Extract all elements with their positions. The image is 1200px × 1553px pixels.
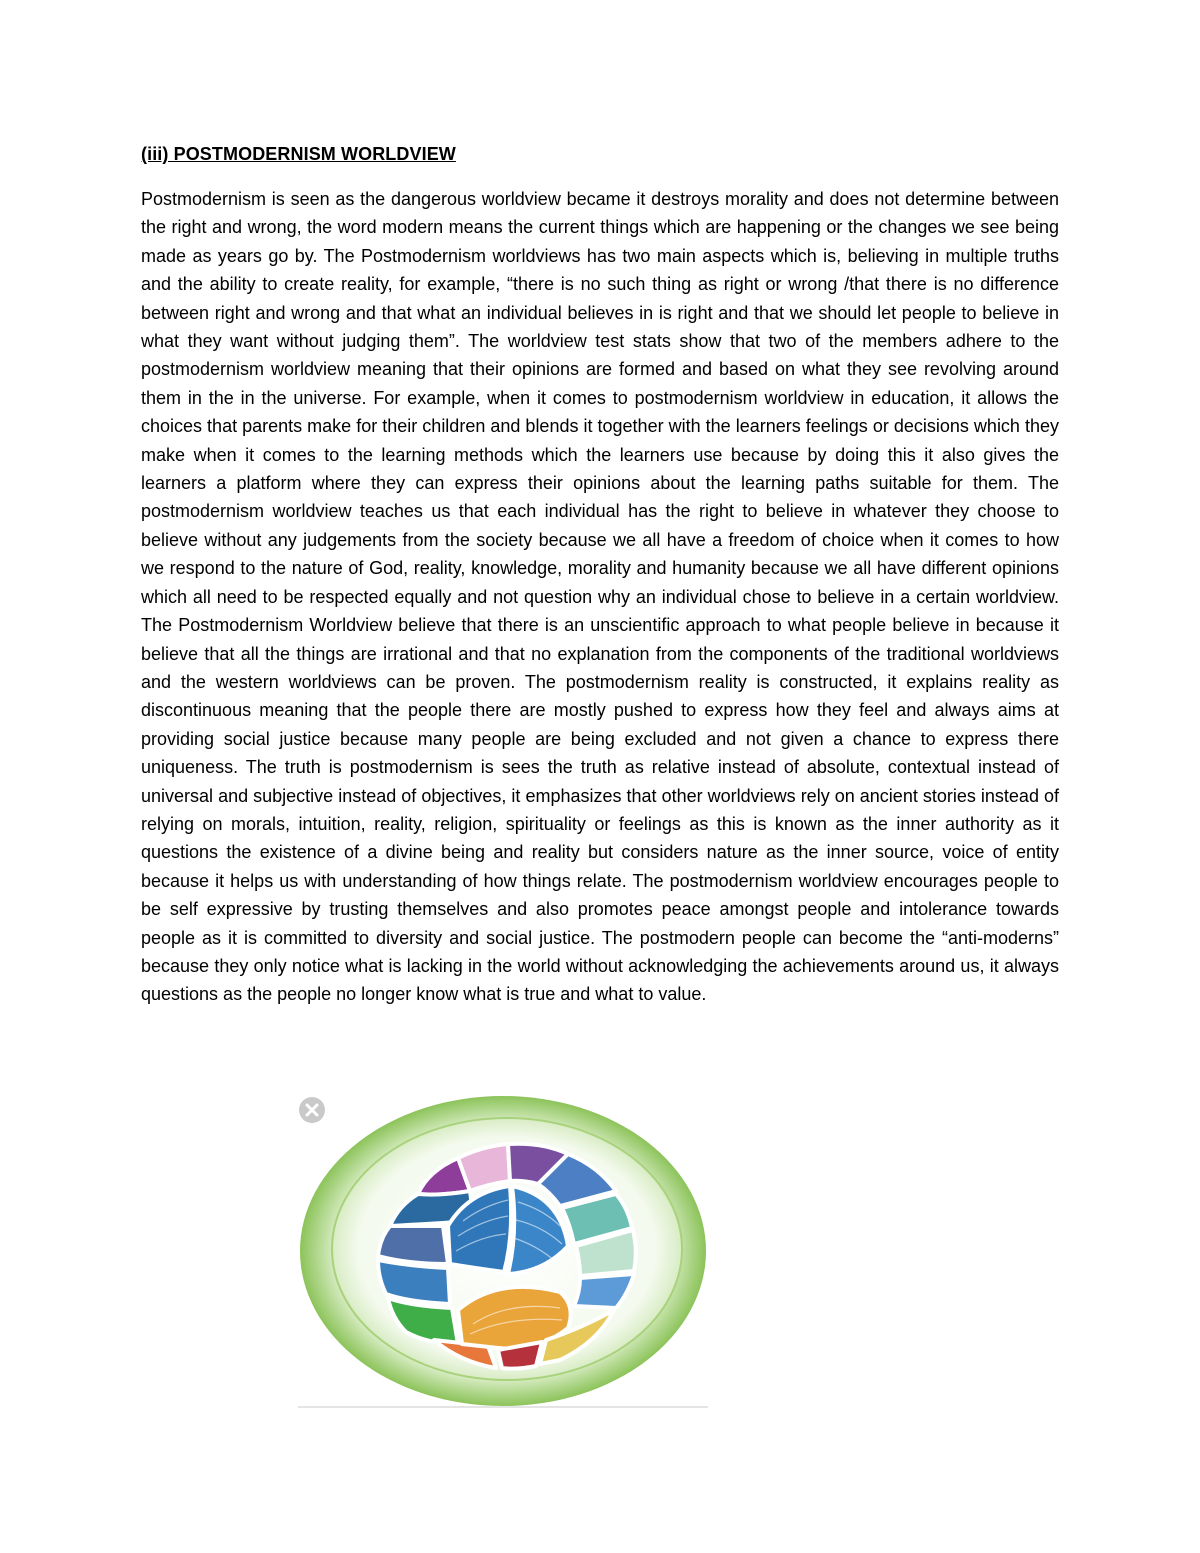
figure-bottom-border [298, 1406, 708, 1408]
segment-left-slate [378, 1226, 448, 1264]
worldview-logo-figure [298, 1096, 708, 1410]
body-paragraph: Postmodernism is seen as the dangerous worldview became it destroys morality and does not determine between the right and wrong, the word modern means the current things which are happening or the changes we see being made as years go by. The Postmodernism worldviews has two main aspects which is, believing in multiple truths and the ability to create reality, for example, “there is no such thing as right or wrong /that there is no difference between right and wrong and that what an individual believes in is right and that we should let people to believe in what they want without judging them”. The worldview test stats show that two of the members adhere to the postmodernism worldview meaning that their opinions are formed and based on what they see revolving around them in the in the universe. For example, when it comes to postmodernism worldview in education, it allows the choices that parents make for their children and blends it together with the learners feelings or decisions which they make when it comes to the learning methods which the learners use because by doing this it also gives the learners a platform where they can express their opinions about the learning paths suitable for them. The postmodernism worldview teaches us that each individual has the right to believe in whatever they choose to believe without any judgements from the society because we all have a freedom of choice when it comes to how we respond to the nature of God, reality, knowledge, morality and humanity because we all have different opinions which all need to be respected equally and not question why an individual chose to believe in a certain worldview. The Postmodernism Worldview believe that there is an unscientific approach to what people believe in because it believe that all the things are irrational and that no explanation from the components of the traditional worldviews and the western worldviews can be proven. The postmodernism reality is constructed, it explains reality as discontinuous meaning that the people there are mostly pushed to express how they feel and always aims at providing social justice because many people are being excluded and not given a chance to express there uniqueness. The truth is postmodernism is sees the truth as relative instead of absolute, contextual instead of universal and subjective instead of objectives, it emphasizes that other worldviews rely on ancient stories instead of relying on morals, intuition, reality, religion, spirituality or feelings as this is known as the inner authority as it questions the existence of a divine being and reality but considers nature as the inner source, voice of entity because it helps us with understanding of how things relate. The postmodernism worldview encourages people to be self expressive by trusting themselves and also promotes peace amongst people and intolerance towards people as it is committed to diversity and social justice. The postmodern people can become the “anti-moderns” because they only notice what is lacking in the world without acknowledging the achievements around us, it always questions as the people no longer know what is true and what to value. [141, 189, 1059, 1005]
section-heading: (iii) POSTMODERNISM WORLDVIEW [141, 144, 456, 164]
close-icon[interactable] [298, 1096, 326, 1124]
worldview-logo-image [298, 1096, 708, 1410]
